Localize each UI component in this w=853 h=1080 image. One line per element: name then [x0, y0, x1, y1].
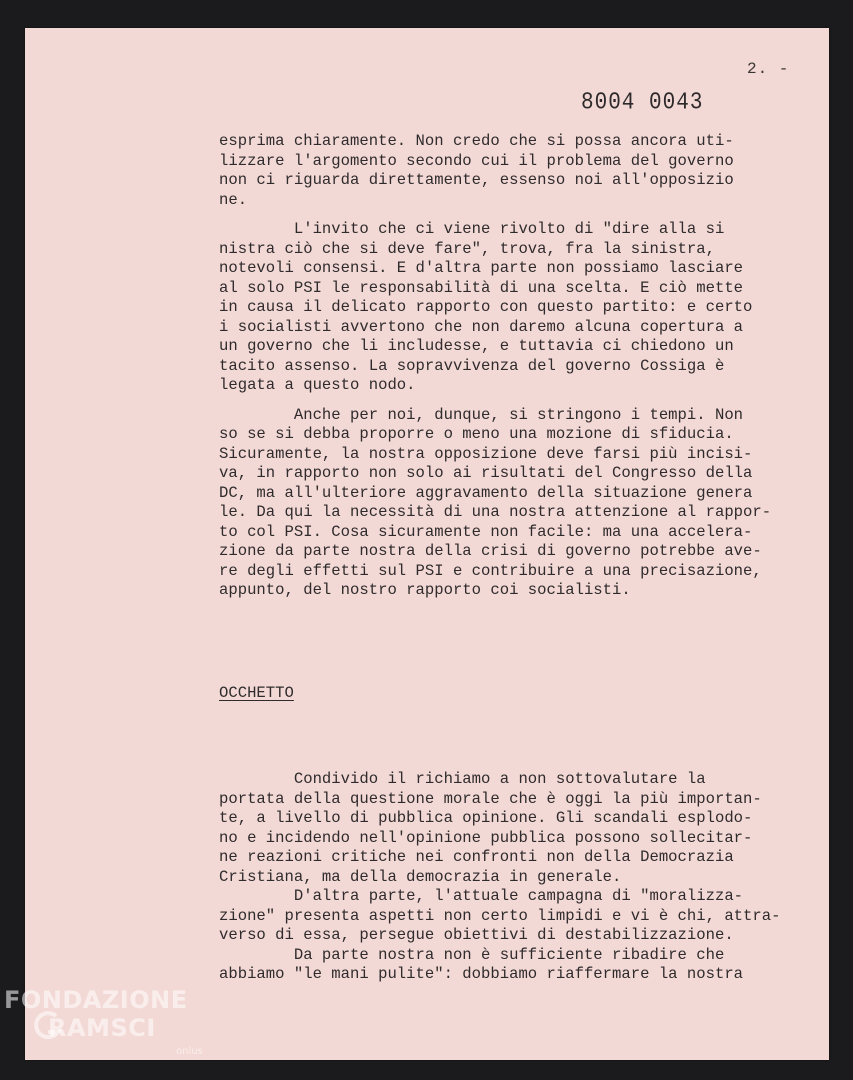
- text-line: ne.: [219, 190, 248, 209]
- text-line: in causa il delicato rapporto con questo partito: e certo: [219, 298, 753, 316]
- text-line: re degli effetti sul PSI e contribuire a una precisazione,: [219, 561, 762, 580]
- text-line: verso di essa, persegue obiettivi di destabilizzazione.: [219, 926, 734, 944]
- paragraph-gap: [219, 210, 799, 220]
- text-line: to col PSI. Cosa sicuramente non facile: ma una accelera-: [219, 522, 753, 541]
- text-line: nistra ciò che si deve fare", trova, fra la sinistra,: [219, 239, 715, 258]
- logo-line-1: FONDAZIONE: [4, 986, 188, 1014]
- text-line: non ci riguarda direttamente, essenso noi all'opposizio: [219, 171, 734, 189]
- text-line: Sicuramente, la nostra opposizione deve farsi più incisi-: [219, 444, 753, 463]
- text-line: legata a questo nodo.: [219, 376, 416, 394]
- text-line: DC, ma all'ulteriore aggravamento della situazione genera: [219, 483, 753, 502]
- text-line: L'invito che ci viene rivolto di "dire alla si: [219, 220, 725, 238]
- text-line: al solo PSI le responsabilità di una scelta. E ciò mette: [219, 278, 744, 297]
- text-line: abbiamo "le mani pulite": dobbiamo riaffermare la nostra: [219, 965, 744, 983]
- paragraphs-section-one: [219, 132, 799, 601]
- speaker-name: OCCHETTO: [219, 684, 294, 702]
- text-line: un governo che li includesse, e tuttavia ci chiedono un: [219, 337, 734, 355]
- text-line: Cristiana, ma della democrazia in generale.: [219, 867, 622, 886]
- text-line: Da parte nostra non è sufficiente ribadire che: [219, 945, 725, 964]
- text-line: lizzare l'argomento secondo cui il problema del governo: [219, 151, 734, 170]
- logo-line-2: RAMSCI: [48, 1014, 156, 1042]
- foundation-logo: [4, 986, 214, 1076]
- text-line: le. Da qui la necessità di una nostra attenzione al rappor-: [219, 503, 772, 521]
- text-line: no e incidendo nell'opinione pubblica possono sollecitar-: [219, 828, 753, 847]
- text-line: portata della questione morale che è oggi la più importan-: [219, 789, 762, 808]
- page-number: 2. -: [747, 60, 790, 78]
- text-line: zione da parte nostra della crisi di governo potrebbe ave-: [219, 542, 762, 560]
- text-line: so se si debba proporre o meno una mozione di sfiducia.: [219, 425, 734, 443]
- text-line: appunto, del nostro rapporto coi socialisti.: [219, 581, 631, 599]
- paragraphs-section-two: [219, 770, 799, 985]
- text-line: Condivido il richiamo a non sottovalutare la: [219, 770, 706, 788]
- text-line: te, a livello di pubblica opinione. Gli scandali esplodo-: [219, 809, 753, 827]
- text-line: ne reazioni critiche nei confronti non della Democrazia: [219, 848, 734, 866]
- archive-code: 8004 0043: [581, 90, 704, 117]
- paragraph-gap: [219, 396, 799, 406]
- text-line: va, in rapporto non solo ai risultati del Congresso della: [219, 464, 753, 482]
- text-line: D'altra parte, l'attuale campagna di "moralizza-: [219, 887, 744, 905]
- text-line: zione" presenta aspetti non certo limpidi e vi è chi, attra-: [219, 906, 781, 925]
- text-line: esprima chiaramente. Non credo che si possa ancora uti-: [219, 132, 734, 150]
- text-line: Anche per noi, dunque, si stringono i tempi. Non: [219, 405, 744, 424]
- text-line: notevoli consensi. E d'altra parte non possiamo lasciare: [219, 259, 744, 277]
- text-line: tacito assenso. La sopravvivenza del governo Cossiga è: [219, 356, 725, 375]
- logo-line-3: onlus: [176, 1046, 203, 1057]
- text-line: i socialisti avvertono che non daremo alcuna copertura a: [219, 317, 744, 336]
